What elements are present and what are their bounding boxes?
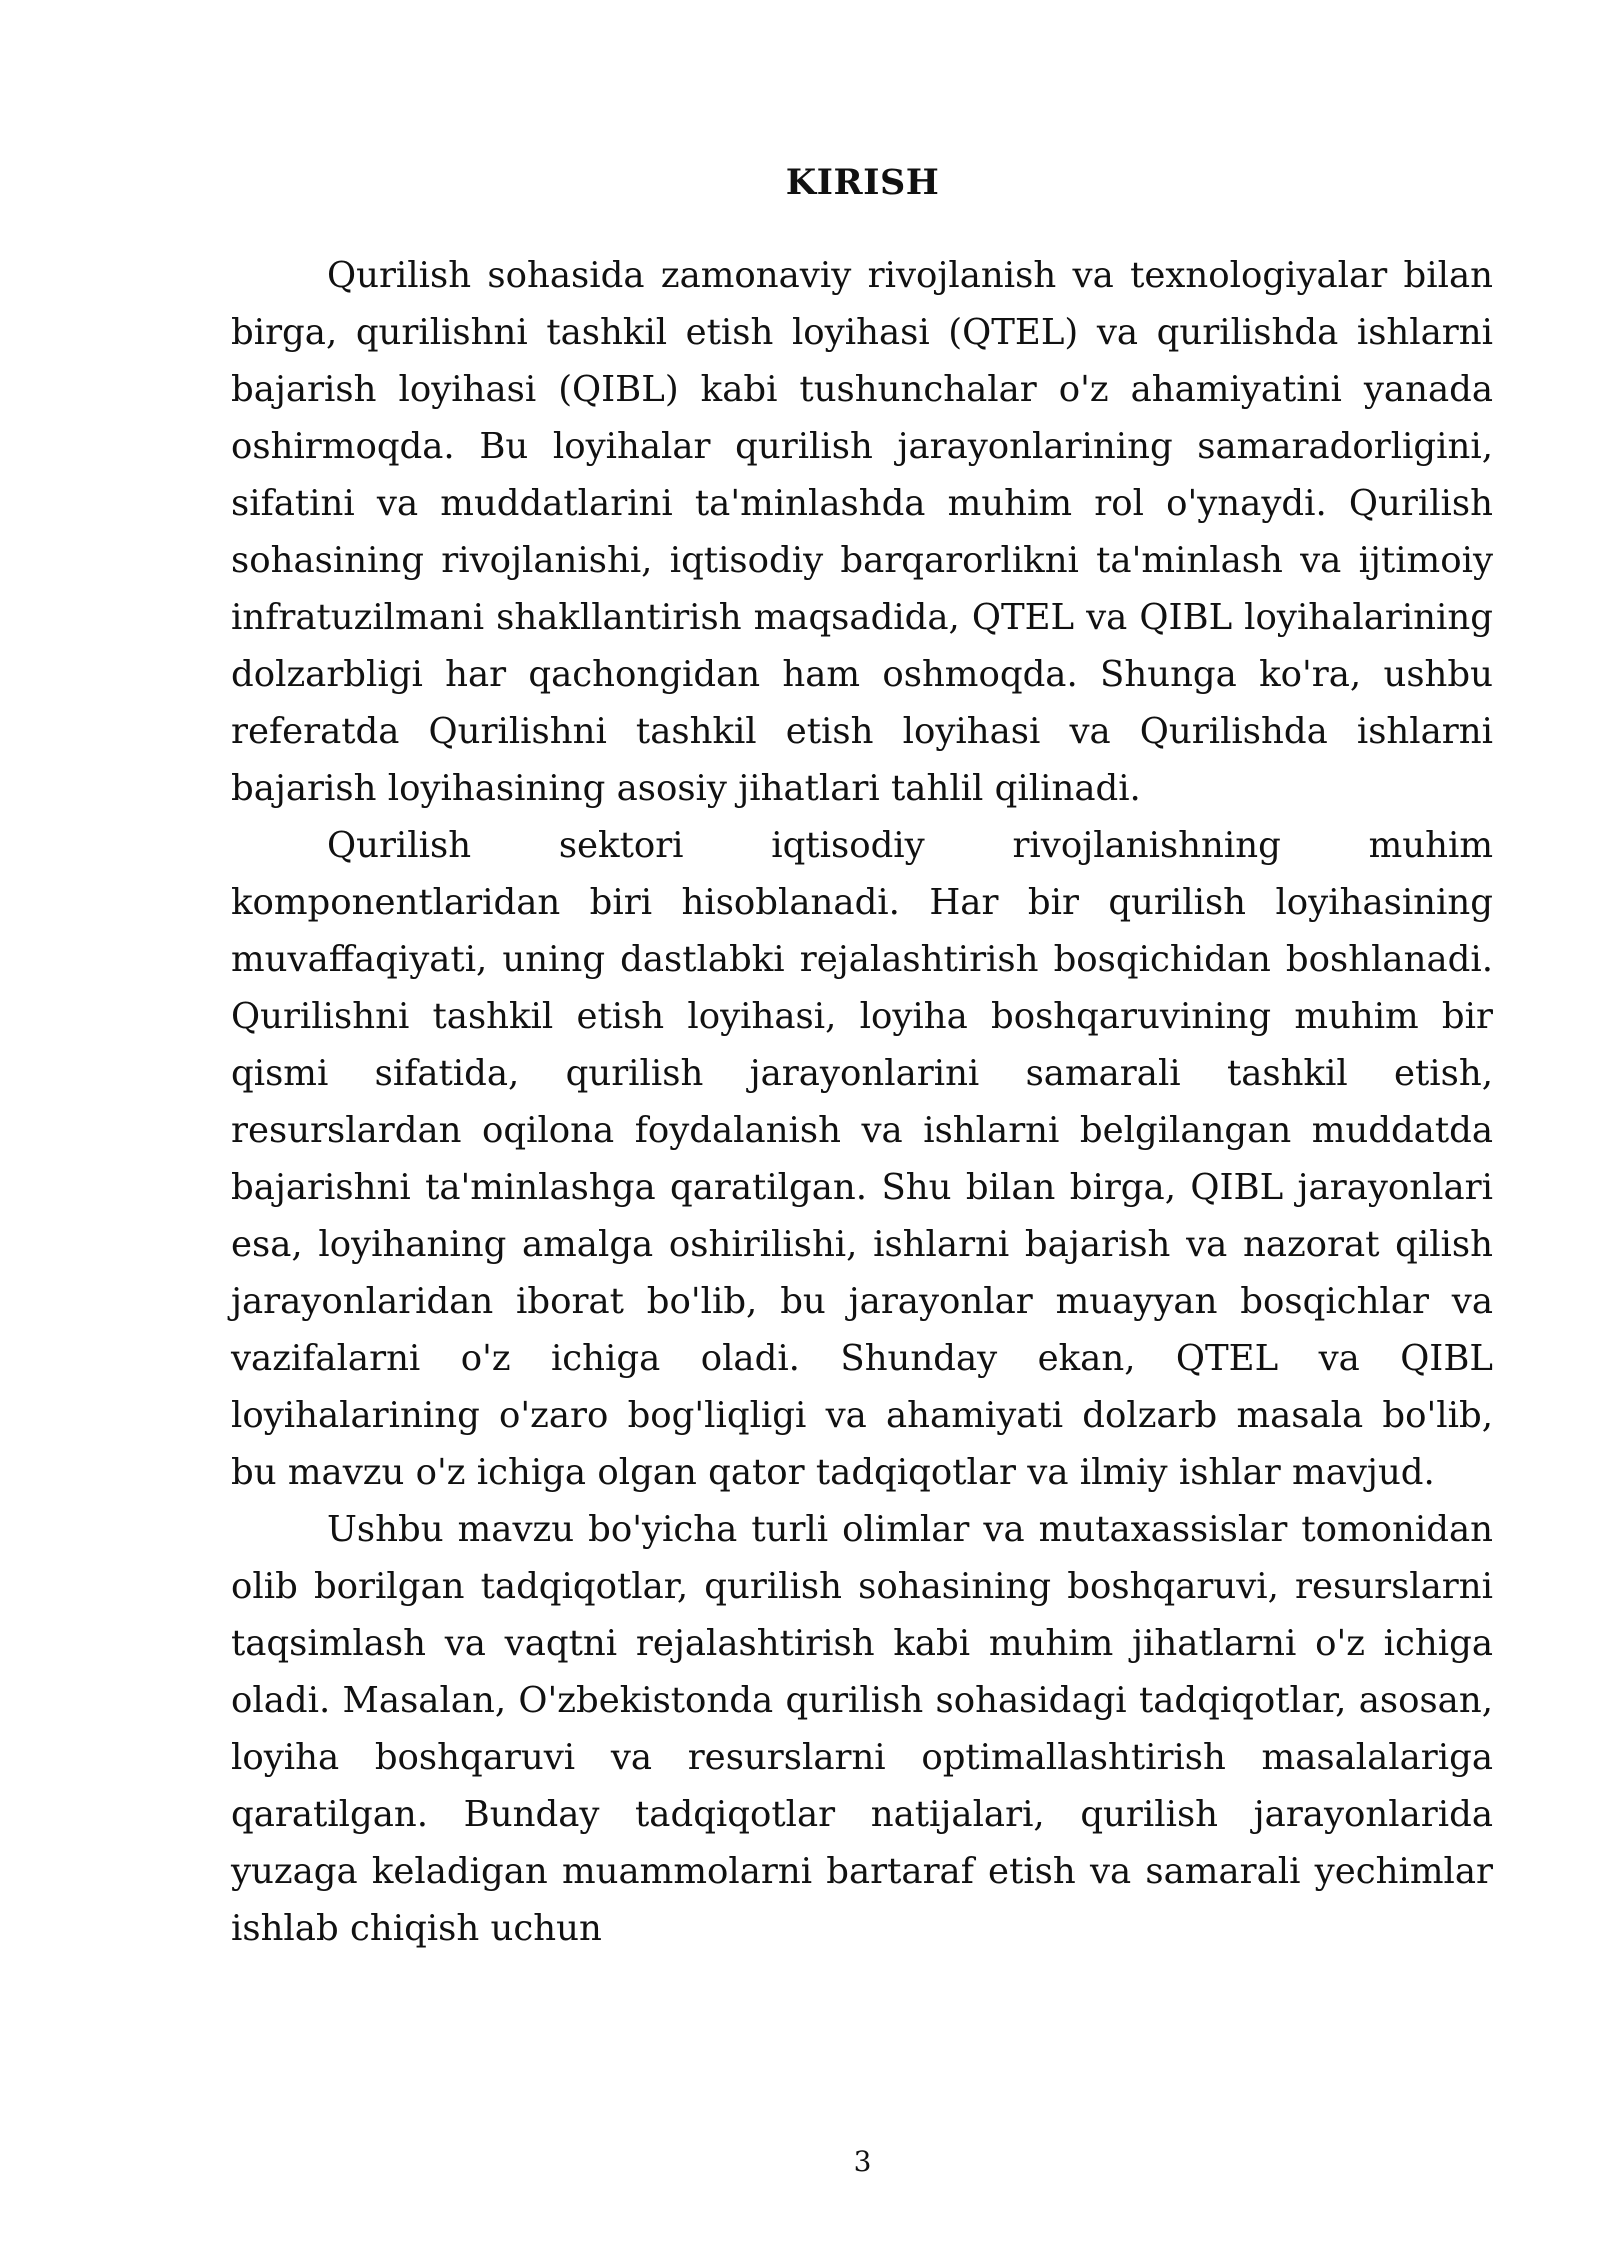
section-title: KIRISH: [785, 162, 940, 203]
page-number: 3: [853, 2145, 872, 2178]
paragraph-2: Qurilish sektori iqtisodiy rivojlanishning muhim komponentlaridan biri hisoblanadi. Har bir qurilish loyihasining muvaffaqiyati, uning dastlabki rejalashtirish bosqichidan boshlanadi. Qurilishni tashkil etish loyihasi, loyiha boshqaruvining muhim bir qismi sifatida, qurilish jarayonlarini samarali tashkil etish, resurslardan oqilona foydalanish va ishlarni belgilangan muddatda bajarishni ta'minlashga qaratilgan. Shu bilan birga, QIBL jarayonlari esa, loyihaning amalga oshirilishi, ishlarni bajarish va nazorat qilish jarayonlaridan iborat bo'lib, bu jarayonlar muayyan bosqichlar va vazifalarni o'z ichiga oladi. Shunday ekan, QTEL va QIBL loyihalarining o'zaro bog'liqligi va ahamiyati dolzarb masala bo'lib, bu mavzu o'z ichiga olgan qator tadqiqotlar va ilmiy ishlar mavjud.: [231, 825, 1493, 1493]
body-text: [231, 247, 1493, 1957]
paragraph-1: Qurilish sohasida zamonaviy rivojlanish va texnologiyalar bilan birga, qurilishni tashkil etish loyihasi (QTEL) va qurilishda ishlarni bajarish loyihasi (QIBL) kabi tushunchalar o'z ahamiyatini yanada oshirmoqda. Bu loyihalar qurilish jarayonlarining samaradorligini, sifatini va muddatlarini ta'minlashda muhim rol o'ynaydi. Qurilish sohasining rivojlanishi, iqtisodiy barqarorlikni ta'minlash va ijtimoiy infratuzilmani shakllantirish maqsadida, QTEL va QIBL loyihalarining dolzarbligi har qachongidan ham oshmoqda. Shunga ko'ra, ushbu referatda Qurilishni tashkil etish loyihasi va Qurilishda ishlarni bajarish loyihasining asosiy jihatlari tahlil qilinadi.: [231, 255, 1493, 809]
paragraph-3: Ushbu mavzu bo'yicha turli olimlar va mutaxassislar tomonidan olib borilgan tadqiqotlar, qurilish sohasining boshqaruvi, resurslarni taqsimlash va vaqtni rejalashtirish kabi muhim jihatlarni o'z ichiga oladi. Masalan, O'zbekistonda qurilish sohasidagi tadqiqotlar, asosan, loyiha boshqaruvi va resurslarni optimallashtirish masalalariga qaratilgan. Bunday tadqiqotlar natijalari, qurilish jarayonlarida yuzaga keladigan muammolarni bartaraf etish va samarali yechimlar ishlab chiqish uchun: [231, 1509, 1493, 1949]
